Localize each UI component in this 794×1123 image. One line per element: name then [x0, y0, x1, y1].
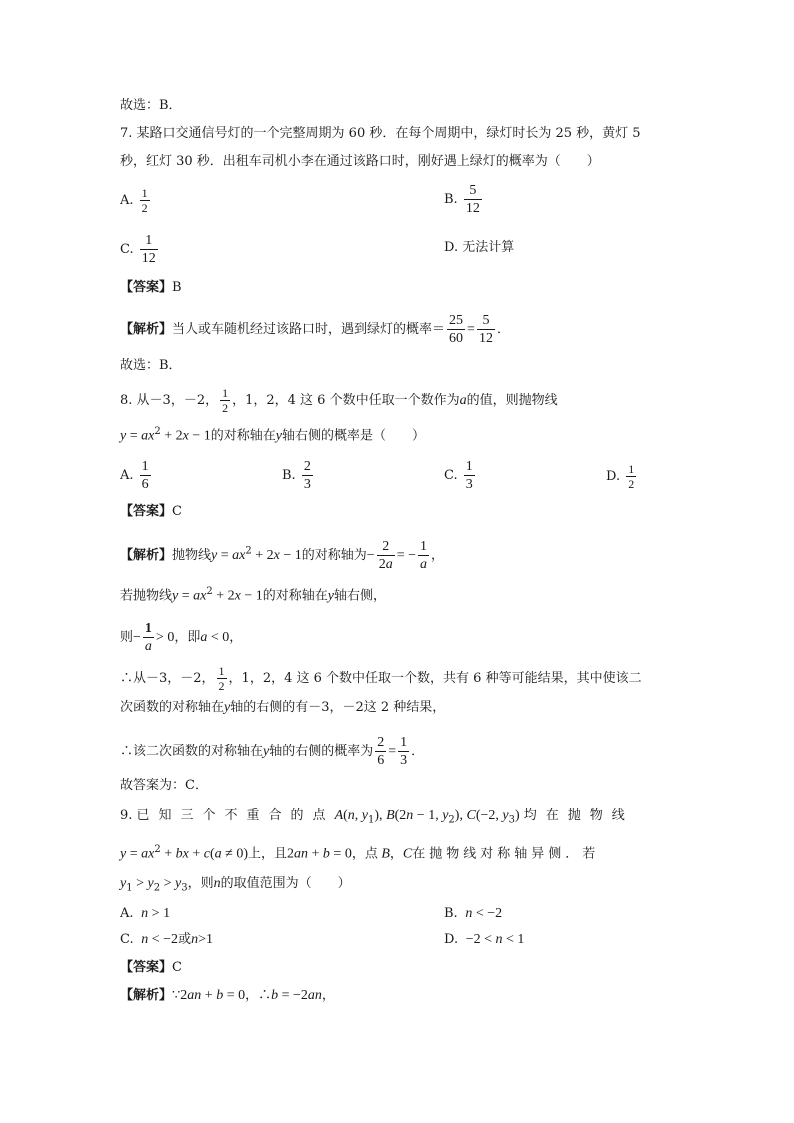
fraction: $\frac{1}{2}$: [218, 664, 225, 693]
question-text: 从－3，－2，: [136, 393, 219, 408]
analysis-text: 若抛物线: [120, 588, 173, 604]
option-label: A.: [120, 193, 134, 208]
analysis-tag: 【解析】: [120, 988, 173, 1003]
text-line: 故答案为：C．: [120, 778, 208, 793]
option-label: D.: [606, 469, 621, 484]
fraction: $\frac{5}{12}$: [465, 183, 480, 216]
question-text: 在抛物线对称轴异侧．若: [412, 846, 600, 862]
option-label: A.: [120, 468, 134, 483]
analysis-text: ，∴: [245, 988, 272, 1003]
question-text: ，1，2，4 这 6 个数中任取一个数作为: [232, 393, 460, 408]
q7-option-b: [444, 182, 484, 217]
option-label: A.: [120, 906, 134, 921]
q9-option-c: C. n < −2或n>1: [120, 932, 213, 947]
q8-analysis-line: 若抛物线$y = ax^2 + 2x - 1$的对称轴在y轴右侧，: [120, 586, 387, 604]
question-7-stem: [120, 124, 641, 144]
question-7-stem-cont: 秒，红灯 30 秒．出租车司机小李在通过该路口时，刚好遇上绿灯的概率为（ ）: [120, 154, 600, 169]
question-number: 9.: [120, 808, 133, 823]
fraction: $\frac{1}{3}$: [400, 735, 408, 768]
analysis-text: 的对称轴为: [301, 548, 367, 563]
text-line: 故选：B．: [120, 358, 182, 373]
question-text: 轴右侧的概率是（ ）: [281, 428, 425, 444]
q8-option-c: [444, 458, 477, 493]
q9-option-b: B. n < −2: [444, 906, 503, 921]
question-number: 8.: [120, 393, 133, 408]
answer-value: B: [172, 280, 182, 295]
option-label: D.: [444, 240, 459, 255]
option-label: B.: [444, 906, 458, 921]
analysis-text: 次函数的对称轴在: [120, 700, 225, 715]
analysis-text: 的对称轴在: [262, 588, 328, 604]
q7-answer: [120, 278, 182, 298]
fraction: $\frac{1}{6}$: [141, 459, 149, 492]
q8-analysis-line: 次函数的对称轴在y轴的右侧的有－3，－2这 2 种结果，: [120, 700, 446, 715]
fraction: $\frac{1}{2}$: [222, 386, 229, 415]
q7-analysis: 【解析】当人或车随机经过该路口时，遇到绿灯的概率＝ $\frac{25}{60}$ = $\frac{5}{12}$ ．: [120, 313, 510, 346]
fraction: $\frac{2}{6}$: [377, 735, 385, 768]
analysis-text: ∴该二次函数的对称轴在: [120, 744, 264, 759]
analysis-tag: 【解析】: [120, 322, 173, 337]
q8-answer: [120, 502, 182, 522]
question-text: ，点: [351, 846, 378, 862]
analysis-text: ，即: [174, 630, 201, 645]
q8-analysis-line: 则− $\frac{1}{a}$ > 0，即a < 0，: [120, 621, 243, 654]
q9-option-a: A. n > 1: [120, 906, 171, 921]
fraction: $\frac{2}{3}$: [303, 459, 311, 492]
q7-option-d: [444, 238, 514, 258]
q8-option-b: [282, 458, 315, 493]
answer-value: C: [172, 960, 182, 975]
q8-option-a: [120, 458, 153, 493]
question-text: ，则: [187, 876, 214, 891]
answer-value: C: [172, 504, 182, 519]
answer-tag: 【答案】: [120, 960, 173, 975]
analysis-text: 当人或车随机经过该路口时，遇到绿灯的概率＝: [172, 322, 446, 337]
question-9-stem-cont: $y = ax^2$ + bx + c(a ≠ 0)上，且2an + b = 0，点 B，C在抛物线对称轴异侧．若: [120, 844, 600, 862]
question-9-stem: 9. 已知三个不重合的点A(n, $y_1$), B(2n − 1, $y_2$), C(−2, $y_3$) 均在抛物线: [120, 808, 634, 826]
option-label: B.: [282, 468, 296, 483]
question-text: 某路口交通信号灯的一个完整周期为 60 秒．在每个周期中，绿灯时长为 25 秒，黄灯 5: [136, 126, 641, 141]
fraction: $\frac{25}{60}$: [449, 313, 464, 346]
analysis-tag: 【解析】: [120, 548, 173, 563]
question-number: 7.: [120, 126, 133, 141]
question-text: 已知三个不重合的点: [136, 808, 335, 823]
question-text: 上，且: [248, 846, 288, 862]
q7-option-c: [120, 232, 160, 267]
option-text: 或: [178, 932, 192, 947]
question-text: 的取值范围为（ ）: [220, 876, 351, 891]
analysis-text: 轴右侧，: [334, 588, 387, 604]
fraction: $\frac{1}{2}$: [628, 462, 635, 491]
question-text: 的对称轴在: [210, 428, 276, 444]
fraction: $\frac{1}{2}$: [141, 186, 148, 215]
fraction: $\frac{2}{2a}$: [378, 539, 393, 572]
fraction: $\frac{1}{12}$: [141, 233, 156, 266]
q9-answer: [120, 958, 182, 978]
option-text: 无法计算: [462, 240, 515, 255]
question-8-stem-cont: $y = ax^2 + 2x - 1$的对称轴在y轴右侧的概率是（ ）: [120, 426, 425, 444]
question-text: 的值，则抛物线: [466, 393, 558, 408]
fraction: $\frac{5}{12}$: [478, 313, 493, 346]
fraction: $\frac{1}{3}$: [465, 459, 473, 492]
q8-option-d: [606, 462, 638, 491]
option-label: C.: [120, 932, 134, 947]
question-8-stem: 8. 从－3，－2， $\frac{1}{2}$ ，1，2，4 这 6 个数中任取一个数作为a的值，则抛物线: [120, 386, 558, 415]
analysis-text: ∵: [172, 988, 181, 1003]
q8-analysis-line: [120, 664, 642, 693]
text-line: 故选：B．: [120, 98, 182, 113]
option-label: C.: [444, 468, 458, 483]
option-label: C.: [120, 242, 134, 257]
answer-tag: 【答案】: [120, 504, 173, 519]
analysis-text: 轴的右侧的有－3，－2这 2 种结果，: [230, 700, 446, 715]
q9-option-d: D. −2 < n < 1: [444, 932, 525, 947]
option-label: D.: [444, 932, 459, 947]
analysis-text: ，1，2，4 这 6 个数中任取一个数，共有 6 种等可能结果，其中使该二: [228, 671, 642, 686]
q8-analysis-line: 【解析】抛物线$y = ax^2 + 2x - 1$的对称轴为− $\frac{2}{2a}$ = − $\frac{1}{a}$ ，: [120, 539, 445, 572]
fraction: $\frac{1}{a}$: [144, 621, 152, 654]
analysis-text: ∴从－3，－2，: [120, 671, 215, 686]
fraction: $\frac{1}{a}$: [420, 539, 427, 572]
answer-tag: 【答案】: [120, 280, 173, 295]
question-text: 均在抛物线: [523, 808, 634, 823]
q8-analysis-line: ∴该二次函数的对称轴在y轴的右侧的概率为 $\frac{2}{6}$ = $\frac{1}{3}$ ．: [120, 735, 425, 768]
analysis-text: 轴的右侧的概率为: [269, 744, 374, 759]
question-9-stem-cont: $y_1 > y_2 > y_3$，则n的取值范围为（ ）: [120, 876, 351, 894]
analysis-text: 抛物线: [172, 548, 212, 563]
analysis-text: 则: [120, 630, 134, 645]
q7-option-a: [120, 186, 152, 215]
q9-analysis: 【解析】∵2an + b = 0，∴b = −2an，: [120, 988, 335, 1003]
option-label: B.: [444, 192, 458, 207]
